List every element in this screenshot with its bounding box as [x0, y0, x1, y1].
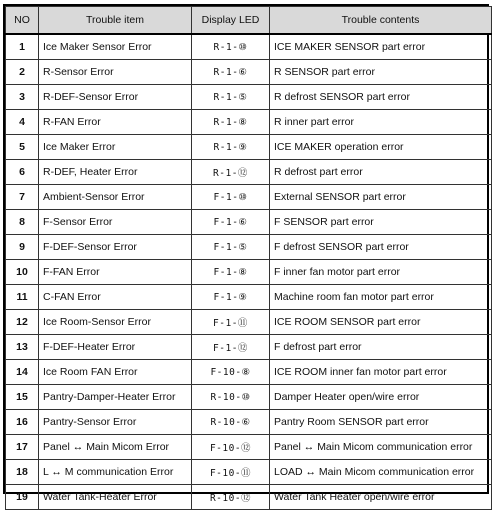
trouble-item-cell: Ice Room FAN Error [39, 360, 192, 385]
trouble-item-cell: R-DEF-Sensor Error [39, 85, 192, 110]
row-number: 4 [6, 110, 39, 135]
row-number: 1 [6, 34, 39, 60]
trouble-contents-cell: ICE MAKER operation error [270, 135, 492, 160]
trouble-item-cell: Panel ↔ Main Micom Error [39, 435, 192, 460]
table-row [6, 135, 492, 160]
display-led-cell: F-1-⑪ [192, 310, 270, 335]
display-led-cell: R-1-⑨ [192, 135, 270, 160]
display-led-cell: F-1-⑤ [192, 235, 270, 260]
trouble-contents-cell: R SENSOR part error [270, 60, 492, 85]
table-row [6, 235, 492, 260]
trouble-item-cell: R-Sensor Error [39, 60, 192, 85]
trouble-table-frame [3, 4, 489, 504]
trouble-contents-cell: F SENSOR part error [270, 210, 492, 235]
table-row [6, 34, 492, 60]
display-led-cell: R-1-⑥ [192, 60, 270, 85]
row-number: 14 [6, 360, 39, 385]
table-row [6, 285, 492, 310]
trouble-item-cell: Ice Room-Sensor Error [39, 310, 192, 335]
trouble-item-cell: Ice Maker Error [39, 135, 192, 160]
row-number: 19 [6, 485, 39, 510]
table-row [6, 335, 492, 360]
display-led-cell: R-1-⑩ [192, 34, 270, 60]
display-led-cell: R-10-⑩ [192, 385, 270, 410]
trouble-contents-cell: ICE ROOM inner fan motor part error [270, 360, 492, 385]
trouble-contents-cell: F inner fan motor part error [270, 260, 492, 285]
row-number: 18 [6, 460, 39, 485]
table-body [6, 34, 492, 510]
table-row [6, 160, 492, 185]
trouble-contents-cell: ICE ROOM SENSOR part error [270, 310, 492, 335]
row-number: 5 [6, 135, 39, 160]
header-display-led: Display LED [192, 7, 270, 35]
table-row [6, 60, 492, 85]
trouble-item-cell: F-FAN Error [39, 260, 192, 285]
trouble-contents-cell: R defrost part error [270, 160, 492, 185]
table-row [6, 310, 492, 335]
row-number: 8 [6, 210, 39, 235]
trouble-contents-cell: Machine room fan motor part error [270, 285, 492, 310]
trouble-item-cell: Pantry-Damper-Heater Error [39, 385, 192, 410]
trouble-contents-cell: F defrost SENSOR part error [270, 235, 492, 260]
trouble-contents-cell: External SENSOR part error [270, 185, 492, 210]
table-row [6, 360, 492, 385]
table-row [6, 185, 492, 210]
trouble-item-cell: R-FAN Error [39, 110, 192, 135]
row-number: 6 [6, 160, 39, 185]
trouble-contents-cell: R defrost SENSOR part error [270, 85, 492, 110]
trouble-contents-cell: LOAD ↔ Main Micom communication error [270, 460, 492, 485]
header-trouble-contents: Trouble contents [270, 7, 492, 35]
header-no: NO [6, 7, 39, 35]
trouble-item-cell: Ice Maker Sensor Error [39, 34, 192, 60]
table-row [6, 460, 492, 485]
row-number: 16 [6, 410, 39, 435]
row-number: 12 [6, 310, 39, 335]
table-row [6, 85, 492, 110]
display-led-cell: F-1-⑫ [192, 335, 270, 360]
trouble-item-cell: Pantry-Sensor Error [39, 410, 192, 435]
row-number: 15 [6, 385, 39, 410]
trouble-item-cell: F-Sensor Error [39, 210, 192, 235]
row-number: 2 [6, 60, 39, 85]
table-row [6, 260, 492, 285]
header-trouble-item: Trouble item [39, 7, 192, 35]
display-led-cell: R-1-⑧ [192, 110, 270, 135]
trouble-item-cell: C-FAN Error [39, 285, 192, 310]
trouble-contents-cell: Panel ↔ Main Micom communication error [270, 435, 492, 460]
row-number: 11 [6, 285, 39, 310]
trouble-contents-cell: Water Tank Heater open/wire error [270, 485, 492, 510]
table-row [6, 385, 492, 410]
trouble-item-cell: F-DEF-Heater Error [39, 335, 192, 360]
trouble-contents-cell: Pantry Room SENSOR part error [270, 410, 492, 435]
trouble-contents-cell: Damper Heater open/wire error [270, 385, 492, 410]
table-row [6, 435, 492, 460]
display-led-cell: R-10-⑫ [192, 485, 270, 510]
row-number: 3 [6, 85, 39, 110]
display-led-cell: F-1-⑨ [192, 285, 270, 310]
table-row [6, 210, 492, 235]
trouble-item-cell: L ↔ M communication Error [39, 460, 192, 485]
table-row [6, 410, 492, 435]
trouble-table [5, 6, 492, 510]
display-led-cell: R-1-⑤ [192, 85, 270, 110]
table-row [6, 485, 492, 510]
row-number: 10 [6, 260, 39, 285]
display-led-cell: F-1-⑩ [192, 185, 270, 210]
display-led-cell: F-10-⑧ [192, 360, 270, 385]
trouble-item-cell: R-DEF, Heater Error [39, 160, 192, 185]
row-number: 7 [6, 185, 39, 210]
display-led-cell: F-1-⑥ [192, 210, 270, 235]
header-row [6, 7, 492, 35]
display-led-cell: F-1-⑧ [192, 260, 270, 285]
trouble-contents-cell: ICE MAKER SENSOR part error [270, 34, 492, 60]
display-led-cell: R-1-⑫ [192, 160, 270, 185]
row-number: 17 [6, 435, 39, 460]
trouble-contents-cell: F defrost part error [270, 335, 492, 360]
row-number: 9 [6, 235, 39, 260]
display-led-cell: F-10-⑪ [192, 460, 270, 485]
display-led-cell: R-10-⑥ [192, 410, 270, 435]
table-row [6, 110, 492, 135]
trouble-item-cell: Ambient-Sensor Error [39, 185, 192, 210]
trouble-contents-cell: R inner part error [270, 110, 492, 135]
row-number: 13 [6, 335, 39, 360]
trouble-item-cell: Water Tank-Heater Error [39, 485, 192, 510]
display-led-cell: F-10-⑫ [192, 435, 270, 460]
trouble-item-cell: F-DEF-Sensor Error [39, 235, 192, 260]
